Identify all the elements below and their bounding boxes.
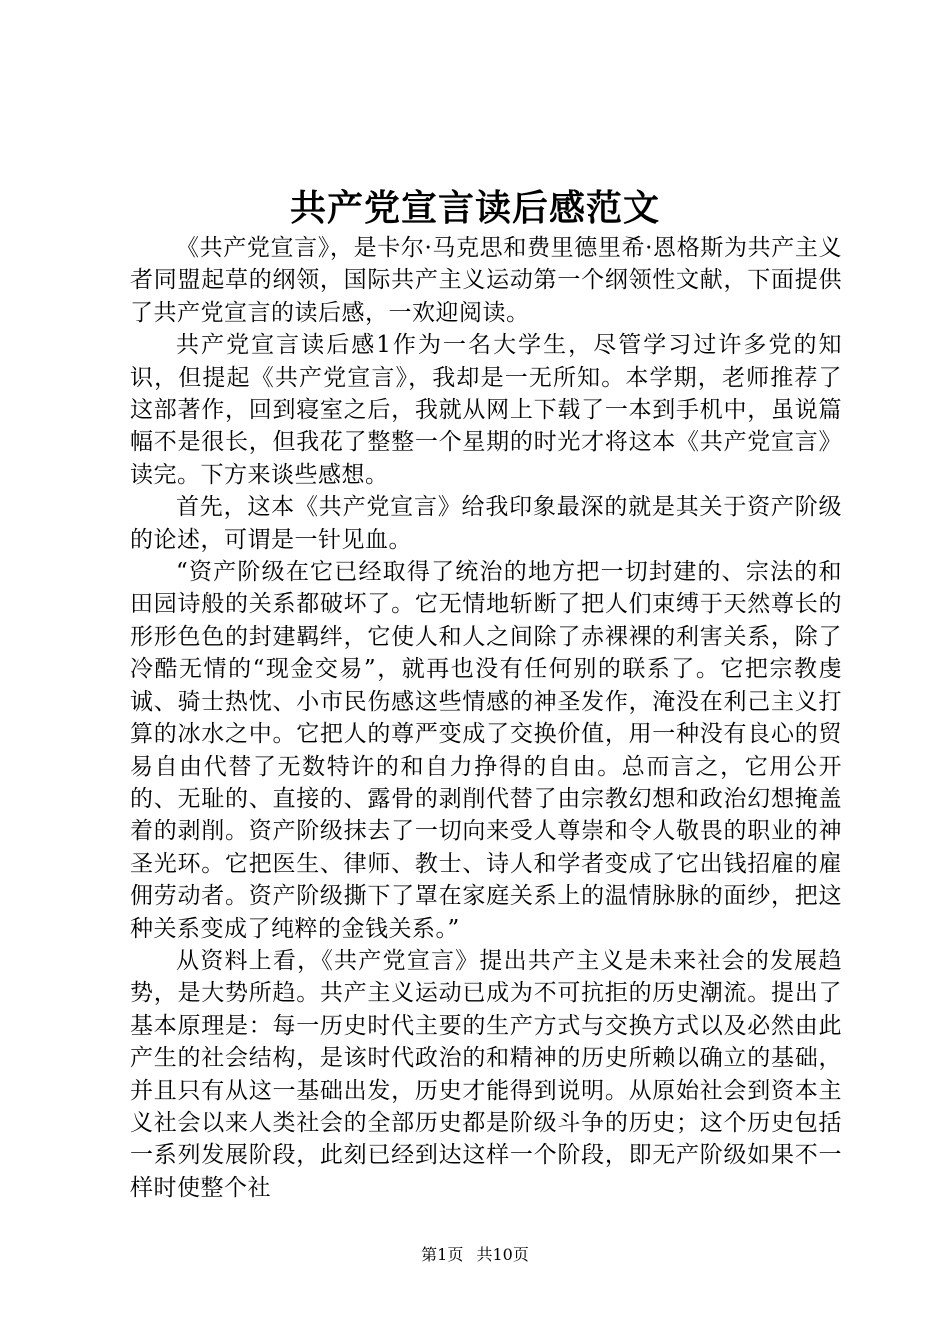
document-body: [130, 232, 842, 1204]
paragraph-first-impression: 首先，这本《共产党宣言》给我印象最深的就是其关于资产阶级的论述，可谓是一针见血。: [130, 494, 842, 553]
document-title: 共产党宣言读后感范文: [289, 187, 660, 229]
paragraph-content-analysis: 从资料上看，《共产党宣言》提出共产主义是未来社会的发展趋势，是大势所趋。共产主义运动已成为不可抗拒的历史潮流。提出了基本原理是：每一历史时代主要的生产方式与交换方式以及必然由此产生的社会结构，是该时代政治的和精神的历史所赖以确立的基础，并且只有从这一基础出发，历史才能得到说明。从原始社会到资本主义社会以来人类社会的全部历史都是阶级斗争的历史；这个历史包括一系列发展阶段，此刻已经到达这样一个阶段，即无产阶级如果不一样时使整个社: [130, 947, 842, 1201]
paragraph-reflection-1: 共产党宣言读后感1作为一名大学生，尽管学习过许多党的知识，但提起《共产党宣言》，我却是一无所知。本学期，老师推荐了这部著作，回到寝室之后，我就从网上下载了一本到手机中，虽说篇幅不是很长，但我花了整整一个星期的时光才将这本《共产党宣言》读完。下方来谈些感想。: [130, 332, 842, 488]
page-footer: [0, 1244, 950, 1266]
paragraph-quotation: “资产阶级在它已经取得了统治的地方把一切封建的、宗法的和田园诗般的关系都破坏了。它无情地斩断了把人们束缚于天然尊长的形形色色的封建羁绊，它使人和人之间除了赤裸裸的利害关系，除了冷酷无情的“现金交易”，就再也没有任何别的联系了。它把宗教虔诚、骑士热忱、小市民伤感这些情感的神圣发作，淹没在利己主义打算的冰水之中。它把人的尊严变成了交换价值，用一种没有良心的贸易自由代替了无数特许的和自力挣得的自由。总而言之，它用公开的、无耻的、直接的、露骨的剥削代替了由宗教幻想和政治幻想掩盖着的剥削。资产阶级抹去了一切向来受人尊崇和令人敬畏的职业的神圣光环。它把医生、律师、教士、诗人和学者变成了它出钱招雇的雇佣劳动者。资产阶级撕下了罩在家庭关系上的温情脉脉的面纱，把这种关系变成了纯粹的金钱关系。”: [130, 559, 842, 942]
paragraph-intro: 《共产党宣言》，是卡尔·马克思和费里德里希·恩格斯为共产主义者同盟起草的纲领，国际共产主义运动第一个纲领性文献，下面提供了共产党宣言的读后感，一欢迎阅读。: [130, 235, 842, 326]
page-total: 共10页: [476, 1245, 529, 1264]
page-number: 第1页: [421, 1245, 464, 1264]
